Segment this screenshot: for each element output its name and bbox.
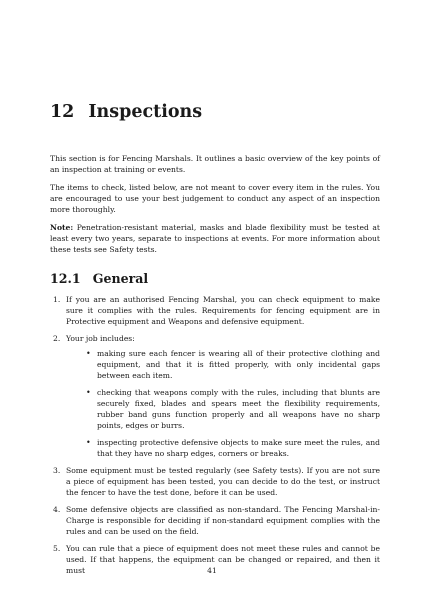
bullet-item-text: inspecting protective defensive objects to make sure meet the rules, and that they have no sharp edges, corners or breaks. [97,438,380,458]
list-item-number: 3. [53,466,61,475]
note-label: Note: [50,223,74,232]
list-item-number: 4. [53,505,61,514]
numbered-list [50,294,380,576]
list-item-text: If you are an authorised Fencing Marshal, you can check equipment to make sure it complies with the rules. Requirements for fencing equipment are in Protective equipment and Weapons and defensive equipment. [66,295,380,326]
chapter-title-text: Inspections [88,102,203,122]
section-title-text: General [92,271,149,286]
intro-paragraph-1: This section is for Fencing Marshals. It outlines a basic overview of the key points of an inspection at training or events. [50,154,380,174]
bullet-item [66,387,380,431]
chapter-number: 12 [50,102,75,122]
list-item [50,294,380,327]
list-item-text: Some defensive objects are classified as non-standard. The Fencing Marshal-in-Charge is responsible for deciding if non-standard equipment complies with the rules and can be used on the field. [66,505,380,536]
bullet-item [66,348,380,381]
section-title [50,271,380,286]
section-number: 12.1 [50,271,81,286]
bullet-item-text: checking that weapons comply with the rules, including that blunts are securely fixed, blades and spears meet the flexibility requirements, rubber band guns function properly and all weapons have no sharp points, edges or burrs. [97,388,380,430]
bullet-icon: • [86,438,91,447]
note-text: Penetration-resistant material, masks and blade flexibility must be tested at least every two years, separate to inspections at events. For more information about these tests see Safety tests. [50,223,380,254]
bullet-icon: • [86,349,91,358]
list-item-text: Your job includes: [66,334,135,343]
bullet-item [66,437,380,459]
bullet-item-text: making sure each fencer is wearing all of their protective clothing and equipment, and that it is fitted properly, with only incidental gaps between each item. [97,349,380,380]
list-item [50,333,380,459]
list-item-number: 1. [53,295,61,304]
list-item [50,504,380,537]
page-number: 41 [207,566,217,575]
list-item [50,465,380,498]
list-item-text: Some equipment must be tested regularly (see Safety tests). If you are not sure a piece of equipment has been tested, you can decide to do the test, or instruct the fencer to have the test done, before it can be used. [66,466,380,497]
list-item-number: 2. [53,334,61,343]
note-paragraph [50,222,380,255]
job-bullet-list [66,348,380,459]
list-item-number: 5. [53,544,61,553]
list-item-text: You can rule that a piece of equipment does not meet these rules and cannot be used. If that happens, the equipment can be changed or repaired, and then it must [66,544,380,575]
bullet-icon: • [86,388,91,397]
page-body [50,153,380,582]
intro-paragraph-2: The items to check, listed below, are not meant to cover every item in the rules. You are encouraged to use your best judgement to conduct any aspect of an inspection more thoroughly. [50,183,380,214]
chapter-title [50,102,202,122]
